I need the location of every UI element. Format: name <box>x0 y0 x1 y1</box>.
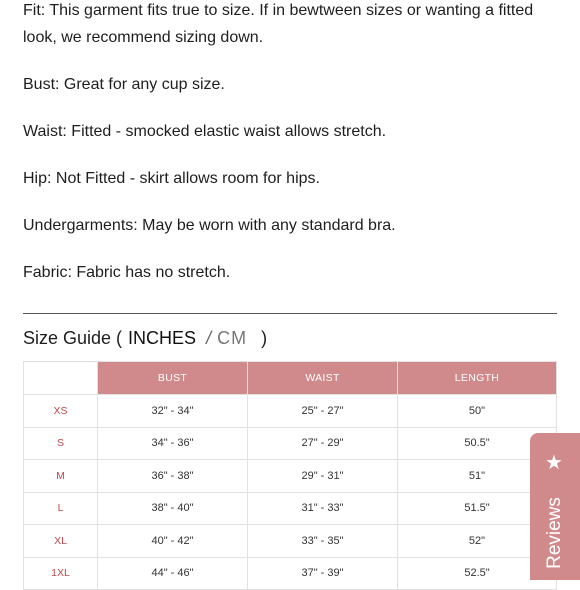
undergarments-note: Undergarments: May be worn with any standard bra. <box>23 217 396 234</box>
header-length: LENGTH <box>398 362 557 395</box>
table-row <box>24 492 557 525</box>
bust-value: 32" - 34" <box>98 395 248 428</box>
bust-value: 44" - 46" <box>98 557 248 590</box>
header-waist: WAIST <box>248 362 398 395</box>
table-header-row <box>24 362 557 395</box>
table-row <box>24 557 557 590</box>
unit-inches-toggle[interactable]: INCHES <box>128 328 197 348</box>
waist-value: 37" - 39" <box>248 557 398 590</box>
size-label: S <box>24 427 98 460</box>
waist-note: Waist: Fitted - smocked elastic waist allows stretch. <box>23 123 387 140</box>
length-value: 51.5" <box>398 492 557 525</box>
waist-value: 29" - 31" <box>248 460 398 493</box>
waist-value: 25" - 27" <box>248 395 398 428</box>
length-value: 50.5" <box>398 427 557 460</box>
size-label: L <box>24 492 98 525</box>
waist-value: 27" - 29" <box>248 427 398 460</box>
hip-note: Hip: Not Fitted - skirt allows room for hips. <box>23 170 320 187</box>
bust-value: 38" - 40" <box>98 492 248 525</box>
length-value: 52" <box>398 525 557 558</box>
size-guide-close-paren: ) <box>261 328 268 348</box>
length-value: 52.5" <box>398 557 557 590</box>
table-row <box>24 525 557 558</box>
size-label: XS <box>24 395 98 428</box>
table-row <box>24 460 557 493</box>
unit-separator: / <box>206 328 212 348</box>
size-label: XL <box>24 525 98 558</box>
bust-note: Bust: Great for any cup size. <box>23 76 225 93</box>
length-value: 50" <box>398 395 557 428</box>
size-label: M <box>24 460 98 493</box>
table-corner-cell <box>24 362 98 395</box>
table-row <box>24 395 557 428</box>
size-guide-label: Size Guide ( <box>23 328 123 348</box>
size-guide-heading <box>23 328 267 349</box>
unit-cm-toggle[interactable]: CM <box>217 328 248 348</box>
reviews-tab[interactable] <box>530 433 580 580</box>
reviews-label: Reviews <box>544 497 565 569</box>
fabric-note: Fabric: Fabric has no stretch. <box>23 264 231 281</box>
bust-value: 36" - 38" <box>98 460 248 493</box>
table-row <box>24 427 557 460</box>
length-value: 51" <box>398 460 557 493</box>
waist-value: 33" - 35" <box>248 525 398 558</box>
waist-value: 31" - 33" <box>248 492 398 525</box>
size-label: 1XL <box>24 557 98 590</box>
bust-value: 40" - 42" <box>98 525 248 558</box>
star-icon: ★ <box>545 452 563 474</box>
bust-value: 34" - 36" <box>98 427 248 460</box>
fit-note: Fit: This garment fits true to size. If in bewtween sizes or wanting a fitted look, we recommend sizing down. <box>23 2 534 46</box>
size-guide-table <box>23 361 557 590</box>
header-bust: BUST <box>98 362 248 395</box>
section-divider <box>23 313 557 314</box>
